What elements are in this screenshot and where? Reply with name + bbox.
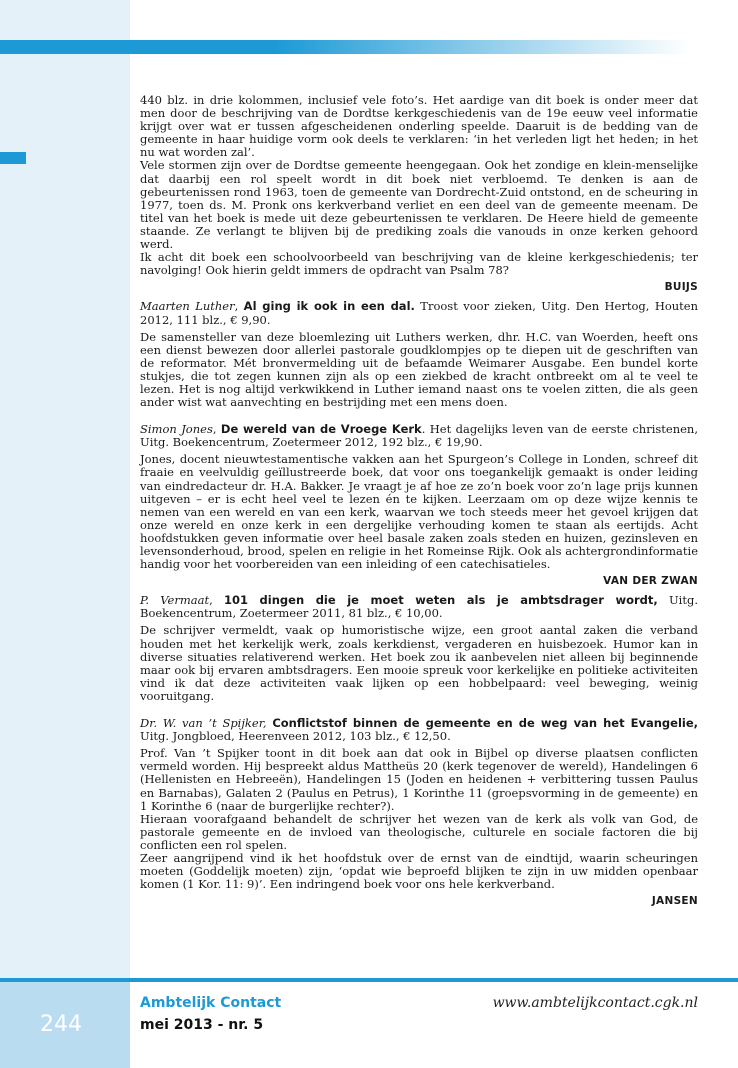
review5-paragraph: Hieraan voorafgaand behandelt de schrijver het wezen van de kerk als volk van God, de pastorale gemeente en de invloed van theologische, culturele en sociale factoren die bij conflicten een rol spelen. bbox=[140, 811, 698, 852]
page-number: 244 bbox=[40, 1012, 82, 1037]
review5-bibliography bbox=[140, 717, 698, 743]
review1-paragraph: Vele stormen zijn over de Dordtse gemeente heengegaan. Ook het zondige en klein-menselijke dat daarbij een rol speelt wordt in dit boek niet verbloemd. Te denken is aan de gebeurtenissen rond 1963, toen de gemeente van Dordrecht-Zuid ontstond, en de scheuring in 1977, toen ds. M. Pronk ons kerkverband verliet en een deel van de gemeente meenam. De titel van het boek is mede uit deze gebeurtenissen te verklaren. De Heere hield de gemeente staande. Ze verlangt te blijven bij de prediking zoals die vanouds in onze kerken gehoord werd. bbox=[140, 158, 698, 252]
review3-signature: VAN DER ZWAN bbox=[603, 575, 698, 588]
review3-title: De wereld van de Vroege Kerk bbox=[220, 422, 422, 437]
review2-author: Maarten Luther bbox=[140, 299, 235, 314]
review5-author: Dr. W. van ’t Spijker, bbox=[140, 716, 267, 731]
review3-bibliography: Simon Jones, De wereld van de Vroege Kerk. Het dagelijks leven van de eerste christenen, Uitg. Boekencentrum, Zoetermeer 2012, 192 blz., € 19,90. bbox=[140, 422, 698, 450]
review2-paragraph: De samensteller van deze bloemlezing uit Luthers werken, dhr. H.C. van Woerden, heeft ons een dienst bewezen door allerlei pastorale goudklompjes op te diepen uit de geschriften van de reformator. Mét bronvermelding uit de befaamde Weimarer Ausgabe. Een bundel korte stukjes, die tot zegen kunnen zijn als op een ziekbed de kracht ontbreekt om al te veel te lezen. Het is nog altijd verkwikkend in Luther iemand naast ons te voelen zitten, die als geen ander wist wat aanvechting en bestrijding met een mens doen. bbox=[140, 329, 698, 410]
review1-paragraph: Ik acht dit boek een schoolvoorbeeld van beschrijving van de kleine kerkgeschiedenis; ter navolging! Ook hierin geldt immers de opdracht van Psalm 78? bbox=[140, 250, 698, 278]
website-link[interactable]: www.ambtelijkcontact.cgk.nl bbox=[492, 995, 698, 1011]
review1-signature: BUIJS bbox=[664, 281, 698, 294]
review2-details: Troost voor zieken, Uitg. Den Hertog, Houten 2012, 111 blz., € 9,90. bbox=[140, 299, 699, 327]
review3-author: Simon Jones bbox=[140, 422, 213, 437]
review4-title: 101 dingen die je moet weten als je ambtsdrager wordt, bbox=[223, 593, 658, 608]
review2-title: Al ging ik ook in een dal. bbox=[243, 299, 415, 314]
journal-name: Ambtelijk Contact bbox=[140, 995, 282, 1011]
review5-details: Uitg. Jongbloed, Heerenveen 2012, 103 blz., € 12,50. bbox=[140, 729, 451, 744]
side-marker bbox=[0, 152, 26, 164]
review4-details: Uitg. Boekencentrum, Zoetermeer 2011, 81 blz., € 10,00. bbox=[140, 593, 698, 621]
article-body bbox=[140, 94, 698, 914]
review5-title: Conflictstof binnen de gemeente en de weg van het Evangelie, bbox=[272, 716, 699, 731]
review1-paragraph: 440 blz. in drie kolommen, inclusief vele foto’s. Het aardige van dit boek is onder meer dat men door de beschrijving van de Dordtse kerkgeschiedenis van de 19e eeuw veel informatie krijgt over wat er tussen afgescheidenen onderling speelde. Daaruit is de bedding van de gemeente in haar huidige vorm ook deels te verklaren: ‘in het verleden ligt het heden; in het nu wat worden zal’. bbox=[140, 93, 698, 160]
issue-label: mei 2013 - nr. 5 bbox=[140, 1017, 264, 1033]
review3-details: . Het dagelijks leven van de eerste christenen, Uitg. Boekencentrum, Zoetermeer 2012, 192 blz., € 19,90. bbox=[140, 422, 698, 450]
review5-paragraph: Zeer aangrijpend vind ik het hoofdstuk over de ernst van de eindtijd, waarin scheuringen moeten (Goddelijk moeten) zijn, ‘opdat wie beproefd blijken te zijn in uw midden openbaar komen (1 Kor. 11: 9)’. Een indringend boek voor ons hele kerkverband. bbox=[140, 850, 698, 892]
review4-bibliography: P. Vermaat, 101 dingen die je moet weten als je ambtsdrager wordt, Uitg. Boekencentrum, Zoetermeer 2011, 81 blz., € 10,00. bbox=[140, 593, 698, 621]
review5-paragraph: Prof. Van ’t Spijker toont in dit boek aan dat ook in Bijbel op diverse plaatsen conflicten vermeld worden. Hij bespreekt aldus Mattheüs 20 (kerk tegenover de wereld), Handelingen 6 (Hellenisten en Hebreeën), Handelingen 15 (Joden en heidenen + verbittering tussen Paulus en Barnabas), Galaten 2 (Paulus en Petrus), 1 Korinthe 11 (groepsvorming in de gemeente) en 1 Korinthe 6 (naar de burgerlijke rechter?). bbox=[140, 746, 698, 813]
header-bar bbox=[0, 40, 690, 54]
review5-signature: JANSEN bbox=[651, 895, 698, 908]
review3-paragraph: Jones, docent nieuwtestamentische vakken aan het Spurgeon’s College in Londen, schreef dit fraaie en veelvuldig geïllustreerde boek, dat voor ons toegankelijk gemaakt is onder leiding van eindredacteur dr. H.A. Bakker. Je vraagt je af hoe ze zo’n boek voor zo’n lage prijs kunnen uitgeven – er is echt heel veel te lezen én te kijken. Leerzaam om op deze wijze kennis te nemen van een wereld en van een kerk, waarvan we toch steeds meer het gevoel krijgen dat onze wereld en onze kerk in een dergelijke verhouding komen te staan als eertijds. Acht hoofdstukken geven informatie over heel basale zaken zoals steden en huizen, gezinsleven en levensonderhoud, brood, spelen en religie in het Romeinse Rijk. Ook als achtergrondinformatie handig voor het voorbereiden van een inleiding of een catechisatieles. bbox=[140, 452, 698, 572]
review4-paragraph: De schrijver vermeldt, vaak op humoristische wijze, een groot aantal zaken die verband houden met het kerkelijk werk, zoals kerkdienst, vergaderen en huisbezoek. Humor kan in diverse situaties relativerend werken. Het boek zou ik aanbevelen niet alleen bij beginnende maar ook bij ervaren ambtsdragers. Een mooie spreuk voor kerkelijke en politieke activiteiten vind ik dat deze activiteiten vaak lijken op een hobbelpaard: veel beweging, weinig vooruitgang. bbox=[140, 623, 698, 703]
review4-author: P. Vermaat bbox=[140, 593, 210, 608]
review2-bibliography: Maarten Luther, Al ging ik ook in een dal. Troost voor zieken, Uitg. Den Hertog, Houten 2012, 111 blz., € 9,90. bbox=[140, 299, 699, 327]
